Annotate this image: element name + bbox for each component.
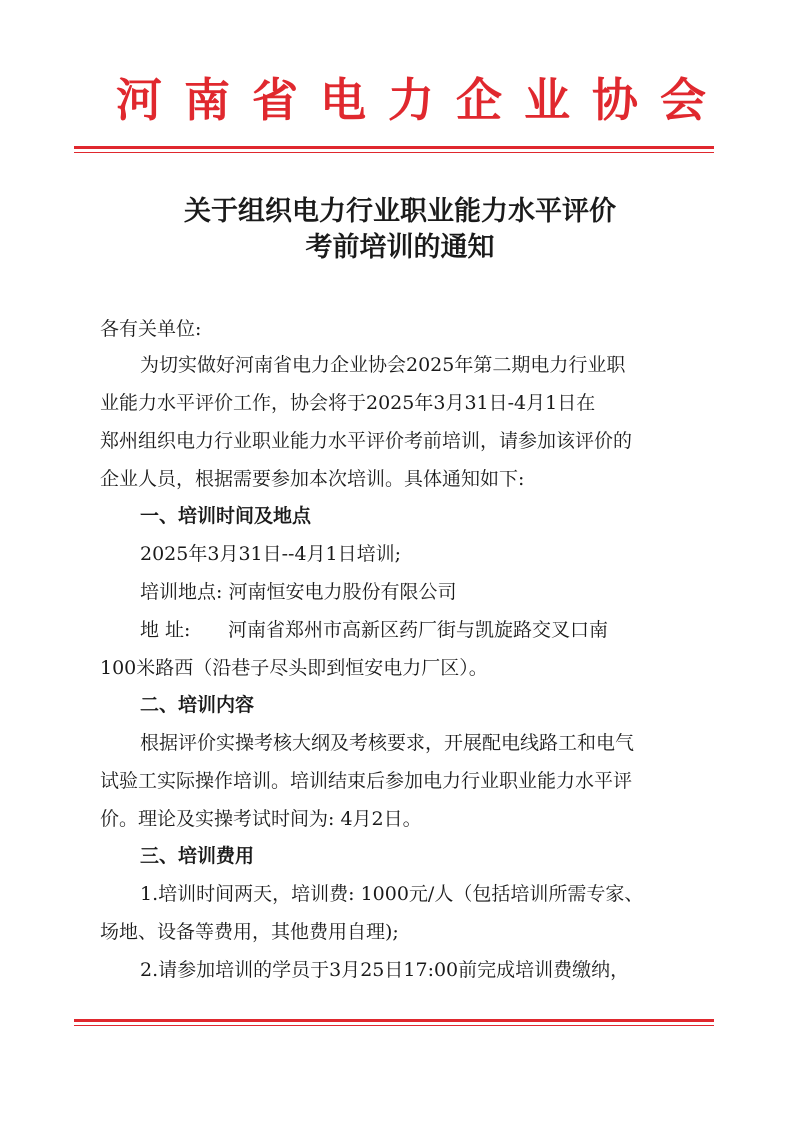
footer-rule-thin — [74, 1025, 714, 1026]
letterhead-org-name: 河南省电力企业协会 — [116, 73, 728, 127]
training-address — [140, 617, 700, 643]
fee-item-1-line-2: 场地、设备等费用，其他费用自理); — [100, 921, 399, 943]
letterhead-rule-thin — [74, 152, 714, 153]
fee-item-2-line-1: 2.请参加培训的学员于3月25日17:00前完成培训费缴纳， — [140, 959, 630, 981]
section-1-heading: 一、培训时间及地点 — [140, 505, 312, 527]
training-location: 培训地点: 河南恒安电力股份有限公司 — [140, 581, 457, 603]
intro-line-2: 业能力水平评价工作，协会将于2025年3月31日-4月1日在 — [100, 392, 596, 414]
fee-item-1-line-1: 1.培训时间两天，培训费: 1000元/人（包括培训所需专家、 — [140, 883, 644, 905]
address-line-2: 100米路西（沿巷子尽头即到恒安电力厂区）。 — [100, 657, 488, 679]
notice-title-line-1: 关于组织电力行业职业能力水平评价 — [184, 196, 616, 227]
content-line-2: 试验工实际操作培训。培训结束后参加电力行业职业能力水平评 — [100, 770, 633, 792]
training-time: 2025年3月31日--4月1日培训; — [140, 543, 402, 565]
section-2-heading: 二、培训内容 — [140, 694, 255, 716]
content-line-1: 根据评价实操考核大纲及考核要求，开展配电线路工和电气 — [140, 732, 635, 754]
intro-line-3: 郑州组织电力行业职业能力水平评价考前培训，请参加该评价的 — [100, 430, 633, 452]
salutation: 各有关单位: — [100, 318, 202, 340]
content-line-3: 价。理论及实操考试时间为: 4月2日。 — [100, 808, 422, 830]
address-label: 地 址: — [140, 619, 191, 641]
notice-title-line-2: 考前培训的通知 — [305, 232, 495, 263]
letterhead-rule-thick — [74, 146, 714, 149]
intro-line-1: 为切实做好河南省电力企业协会2025年第二期电力行业职 — [140, 354, 626, 376]
intro-line-4: 企业人员，根据需要参加本次培训。具体通知如下: — [100, 468, 525, 490]
footer-rule-thick — [74, 1019, 714, 1022]
address-line-1: 河南省郑州市高新区药厂街与凯旋路交叉口南 — [228, 619, 609, 641]
section-3-heading: 三、培训费用 — [140, 845, 255, 867]
